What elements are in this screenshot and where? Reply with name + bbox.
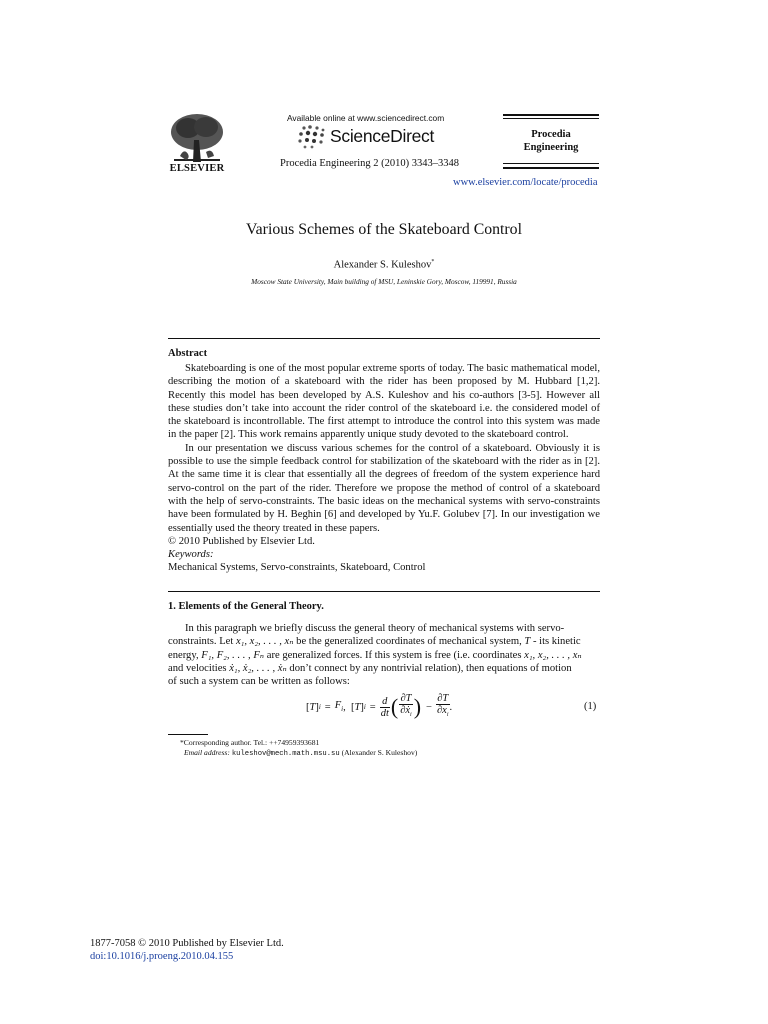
- sciencedirect-dots-icon: [296, 124, 330, 150]
- equation-number: (1): [584, 701, 597, 712]
- abstract-bottom-rule: [168, 591, 600, 592]
- elsevier-logo: [166, 112, 228, 176]
- section-line-3: energy, F₁, F₂, . . . , Fₙ are generalized forces. If this system is free (i.e. coordinates x₁, x₂, . . . , xₙ: [168, 649, 582, 661]
- section-body: [168, 622, 600, 688]
- author-name: Alexander S. Kuleshov: [333, 259, 432, 271]
- section-line-5: of such a system can be written as follows:: [168, 676, 350, 688]
- footer-issn: 1877-7058 © 2010 Published by Elsevier Ltd.: [90, 938, 284, 949]
- email-label: Email address:: [184, 748, 230, 757]
- abstract-top-rule: [168, 338, 600, 339]
- article-title: Various Schemes of the Skateboard Control: [246, 221, 522, 238]
- section-line-2: constraints. Let x₁, x₂, . . . , xₙ be the generalized coordinates of mechanical system, T - its kinetic: [168, 636, 581, 648]
- affiliation: Moscow State University, Main building of MSU, Leninskie Gory, Moscow, 119991, Russia: [251, 277, 517, 286]
- journal-name-line1: Procedia: [531, 129, 571, 140]
- author-line: [168, 259, 600, 271]
- keywords-label: Keywords:: [168, 549, 214, 561]
- abstract-body: [168, 362, 600, 575]
- journal-name-line2: Engineering: [523, 142, 579, 153]
- elsevier-tree-icon: [166, 112, 228, 164]
- footer-doi-link[interactable]: doi:10.1016/j.proeng.2010.04.155: [90, 951, 234, 962]
- author-footnote-mark: *: [431, 259, 435, 265]
- journal-url-link[interactable]: www.elsevier.com/locate/procedia: [453, 177, 598, 188]
- sciencedirect-logo: [296, 124, 446, 152]
- abstract-paragraph-1: Skateboarding is one of the most popular extreme sports of today. The basic mathematical model, describing the motion of a skateboard with the rider has been proposed by M. Hubbard [1,2]. Recently this model has been developed by A.S. Kuleshov and his co-authors [3-5]. However all these studies don’t take into account the rider control of the skateboard i.e. the considered model of the skateboard is incontrollable. The first attempt to introduce the control into this system was made in the paper [2]. This work remains apparently unique study devoted to the skateboard control.: [168, 363, 600, 441]
- section-heading: 1. Elements of the General Theory.: [168, 601, 324, 612]
- footnote-email-line: [184, 748, 417, 758]
- available-online-text: Available online at www.sciencedirect.com: [287, 113, 445, 123]
- abstract-paragraph-2: In our presentation we discuss various schemes for the control of a skateboard. Obviously it is possible to use the simple feedback control for stabilization of the skateboard with the rider as in [2]. At the same time it is clear that essentially all the degrees of freedom of the system experience hard servo-control on the part of the rider. Therefore we propose the method of control of a skateboard with the help of servo-constraints. The basic ideas on the mechanical systems with servo-constraints have been formulated by H. Beghin [6] and developed by Yu.F. Golubev [7]. In our investigation we essentially used the theory treated in these papers.: [168, 442, 600, 534]
- copyright-line: © 2010 Published by Elsevier Ltd.: [168, 535, 315, 547]
- keywords-list: Mechanical Systems, Servo-constraints, Skateboard, Control: [168, 562, 426, 574]
- footnote-rule: [168, 734, 208, 735]
- publisher-name: ELSEVIER: [169, 163, 225, 174]
- email-owner: (Alexander S. Kuleshov): [339, 748, 418, 757]
- footnote-corresponding: *Corresponding author. Tel.: ++74959393681: [180, 738, 320, 747]
- abstract-heading: Abstract: [168, 348, 208, 359]
- sciencedirect-wordmark: ScienceDirect: [330, 126, 435, 146]
- equation-1: [ T ] i = $F_i$ , [ T ] i = $\frac{d}{dt}$ ( ∂T ∂ẋ$_i$ ) − $\frac{\partial T}{\partial x_i}$ .: [306, 692, 452, 722]
- section-line-1: In this paragraph we briefly discuss the general theory of mechanical systems with servo-: [185, 623, 565, 634]
- email-address[interactable]: kuleshov@mech.math.msu.su: [231, 750, 340, 758]
- section-line-4: and velocities ẋ₁, ẋ₂, . . . , ẋₙ don’t connect by any nontrivial relation), then equations of motion: [168, 662, 572, 674]
- journal-citation: Procedia Engineering 2 (2010) 3343–3348: [280, 158, 460, 169]
